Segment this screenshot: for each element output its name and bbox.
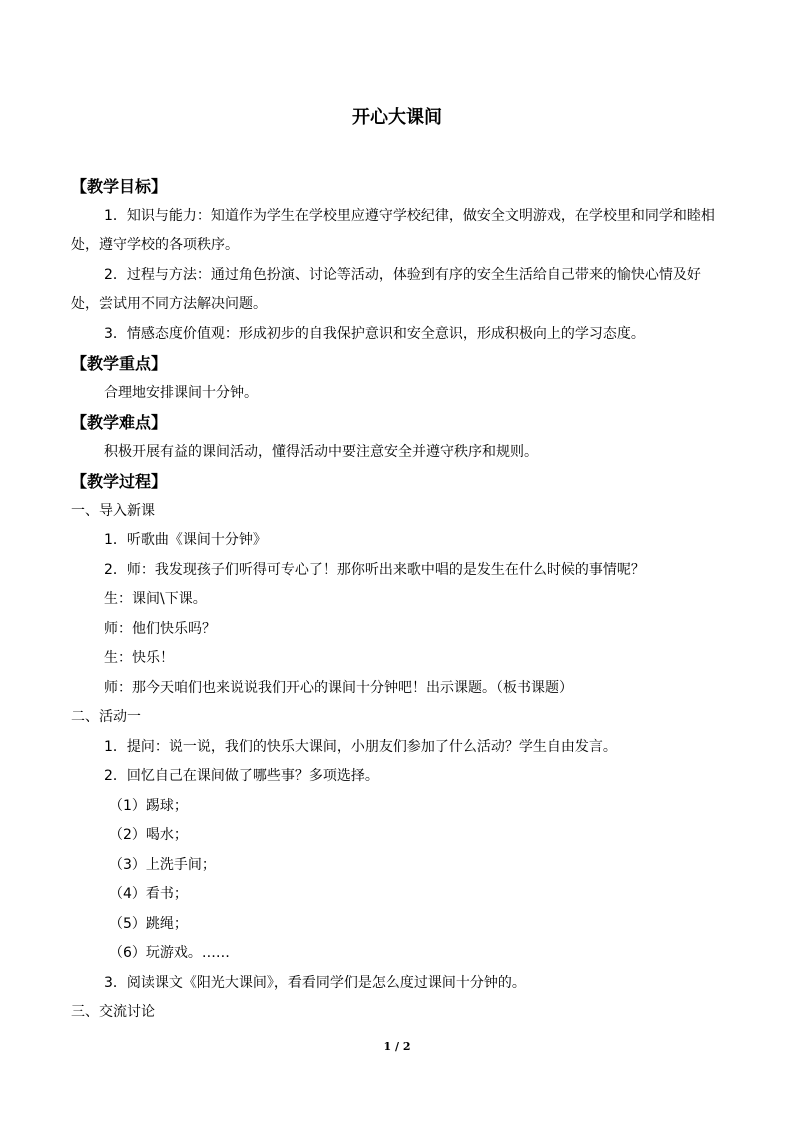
option-item: （6）玩游戏。…… [109, 945, 230, 961]
part2-item2: 2．回忆自己在课间做了哪些事？多项选择。 [104, 768, 379, 784]
part1-title: 一、导入新课 [71, 502, 155, 519]
page-title: 开心大课间 [352, 107, 442, 128]
option-item: （3）上洗手间； [109, 856, 216, 873]
part2-item1: 1．提问：说一说，我们的快乐大课间，小朋友们参加了什么活动？学生自由发言。 [104, 738, 617, 755]
option-item: （4）看书； [109, 886, 188, 902]
key-text: 合理地安排课间十分钟。 [104, 384, 258, 401]
part3-title: 三、交流讨论 [71, 1004, 155, 1020]
difficulty-heading: 【教学难点】 [71, 413, 168, 432]
part1-teacher-1: 师：他们快乐吗？ [104, 620, 216, 637]
option-item: （1）踢球； [109, 797, 188, 814]
process-heading: 【教学过程】 [71, 472, 168, 491]
option-item: （5）跳绳； [109, 915, 188, 932]
key-heading: 【教学重点】 [71, 354, 168, 373]
objective-2: 2．过程与方法：通过角色扮演、讨论等活动，体验到有序的安全生活给自己带来的愉快心情及好处，尝试用不同方法解决问题。 [71, 266, 701, 312]
objectives-heading: 【教学目标】 [71, 177, 168, 196]
difficulty-text: 积极开展有益的课间活动，懂得活动中要注意安全并遵守秩序和规则。 [104, 443, 538, 460]
document-body [71, 172, 723, 1028]
part1-item1: 1．听歌曲《课间十分钟》 [104, 532, 267, 548]
part2-title: 二、活动一 [71, 709, 141, 725]
part2-item3: 3．阅读课文《阳光大课间》，看看同学们是怎么度过课间十分钟的。 [104, 974, 526, 991]
objective-1: 1．知识与能力：知道作为学生在学校里应遵守学校纪律，做安全文明游戏，在学校里和同学和睦相处，遵守学校的各项秩序。 [71, 207, 715, 253]
page-number: 1 / 2 [383, 1040, 411, 1053]
part1-item2: 2．师：我发现孩子们听得可专心了！那你听出来歌中唱的是发生在什么时候的事情呢？ [104, 561, 645, 578]
option-item: （2）喝水； [109, 827, 188, 843]
part1-student-2: 生：快乐！ [104, 650, 174, 666]
part1-student-1: 生：课间\下课。 [104, 591, 207, 607]
part1-teacher-2: 师：那今天咱们也来说说我们开心的课间十分钟吧！出示课题。（板书课题） [104, 679, 573, 696]
objective-3: 3．情感态度价值观：形成初步的自我保护意识和安全意识，形成积极向上的学习态度。 [104, 325, 645, 342]
